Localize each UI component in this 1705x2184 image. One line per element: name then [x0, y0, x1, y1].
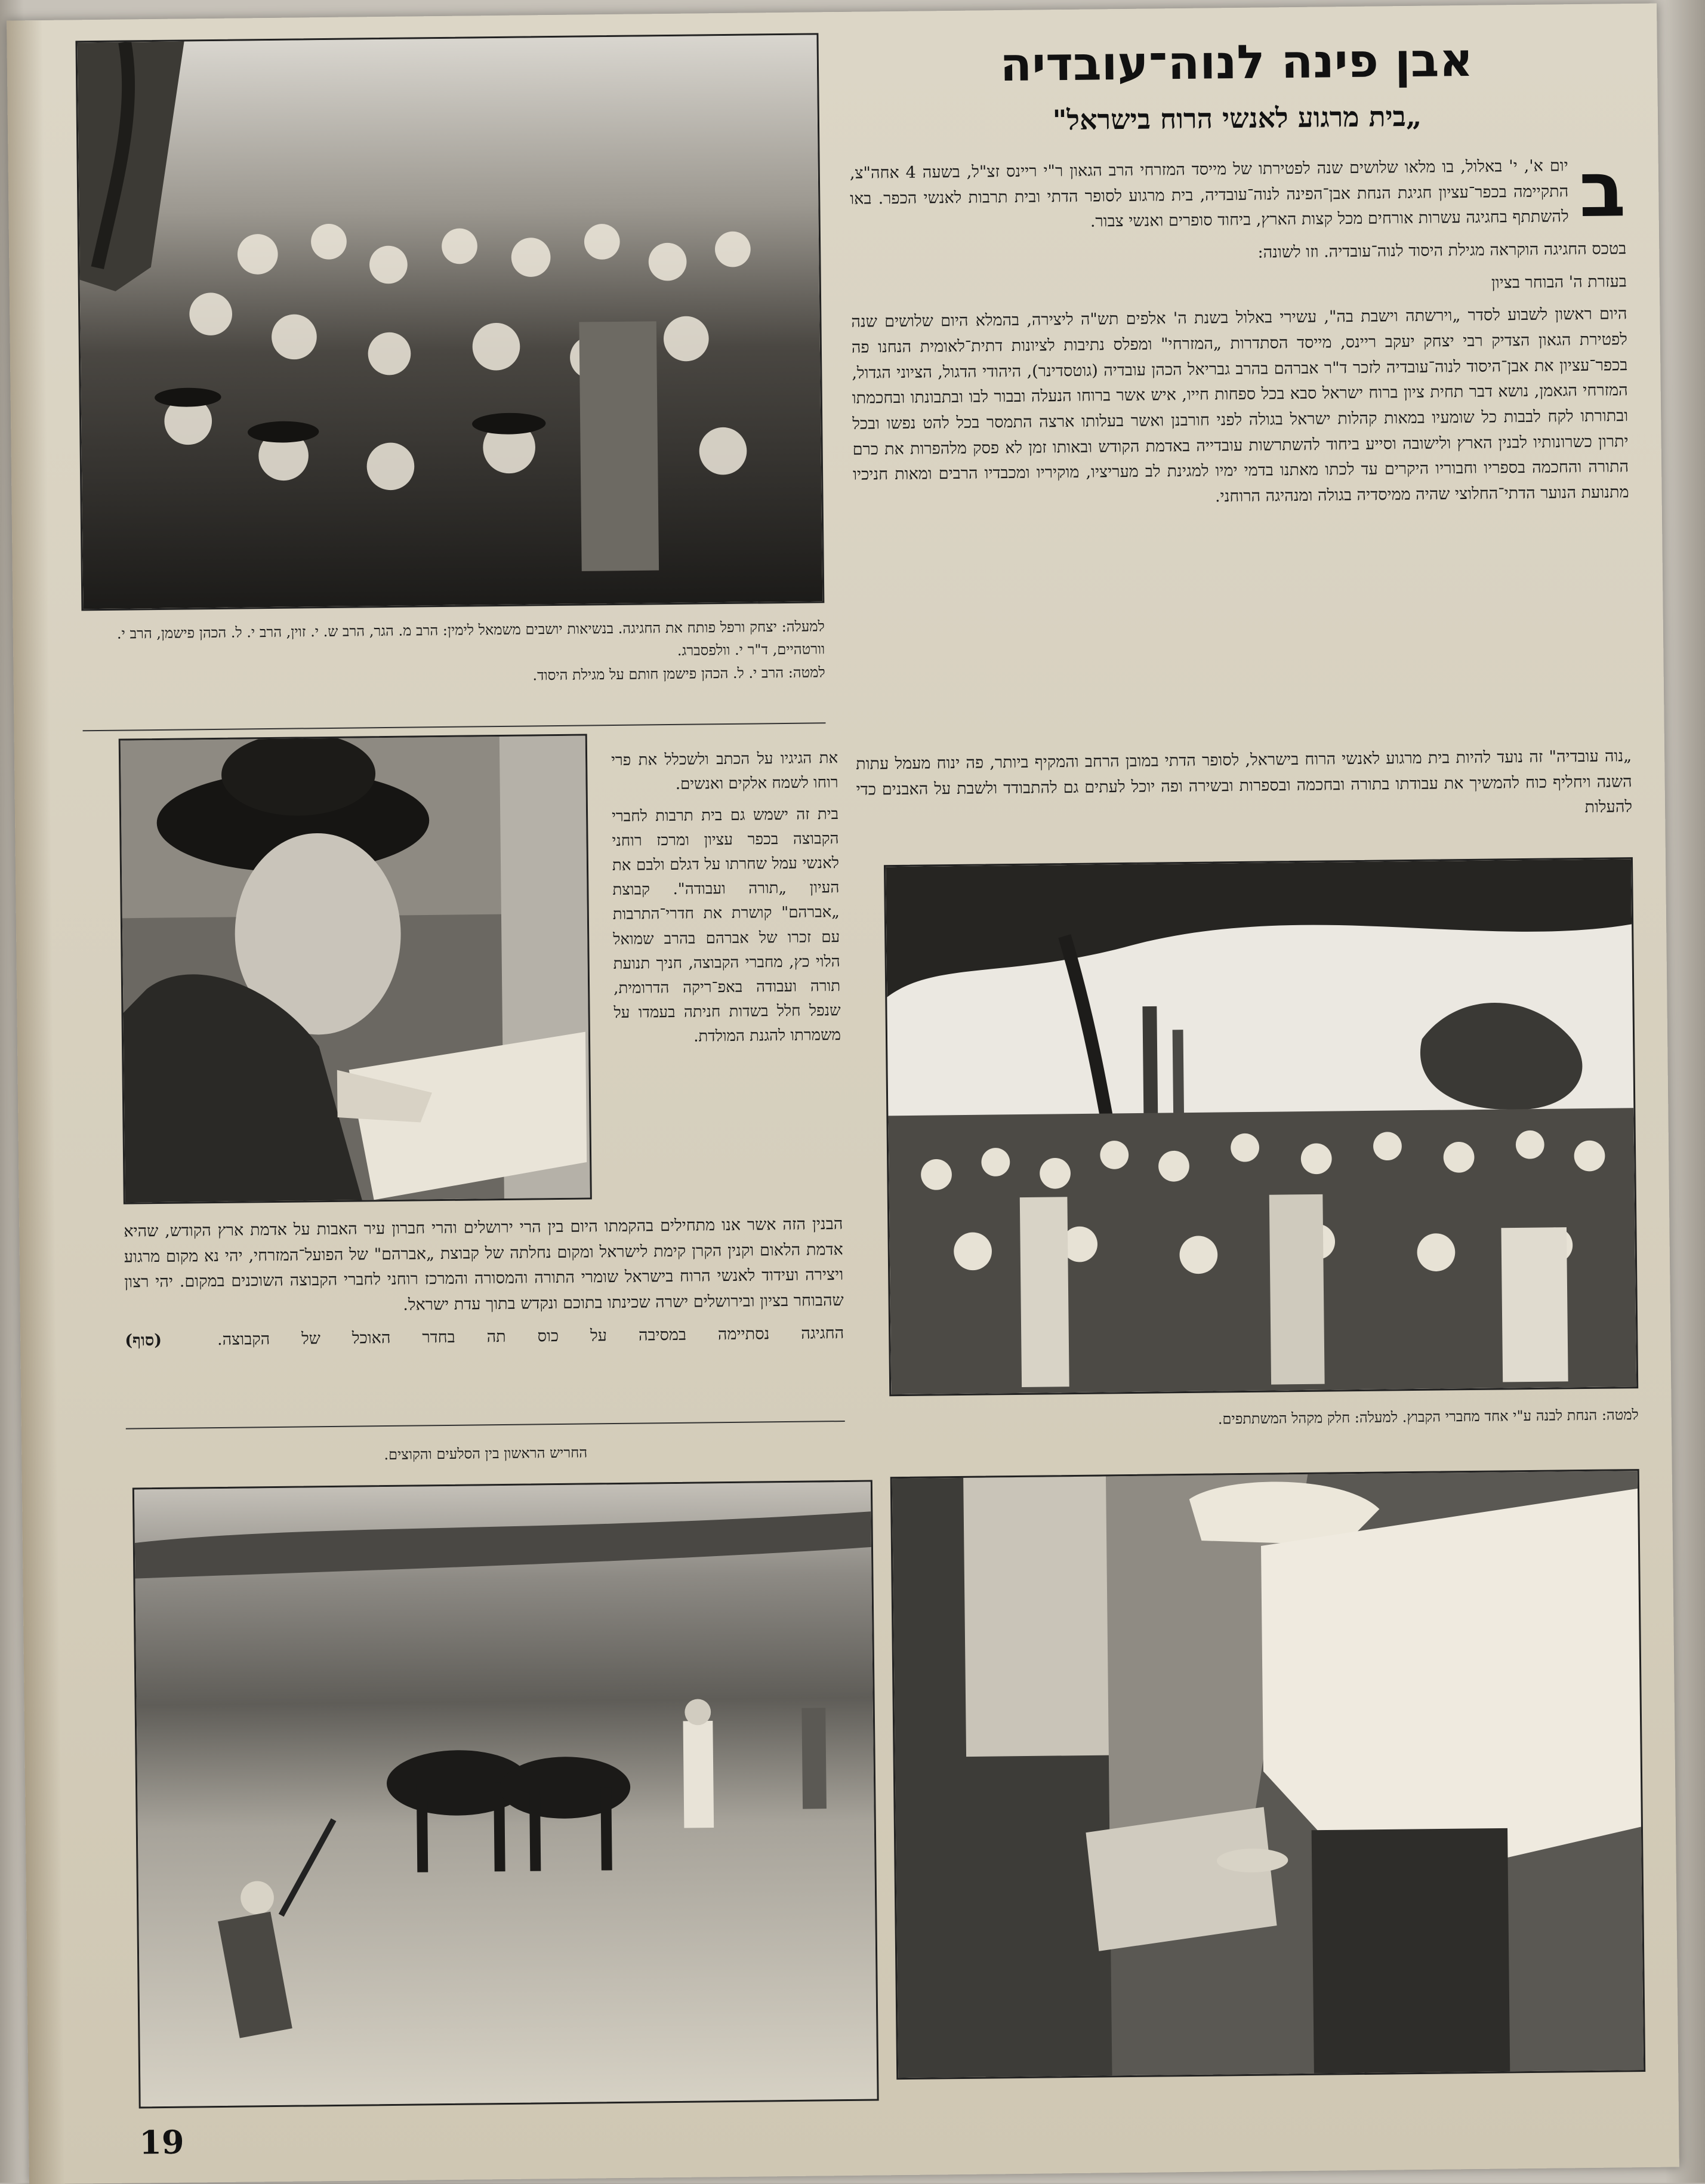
divider-rule	[83, 722, 826, 731]
intro-paragraph: יום א', י' באלול, בו מלאו שלושים שנה לפטירתו של מייסד המזרחי הרב הגאון ר"י ריינס זצ"ל, בשעה 4 אחה"צ, התקיימה בכפר־עציון חגיגת הנחת אבן־הפינה לנוה־עובדיה, בית מרגוע לסופר הדתי ובית תרבות לאנשי הכפר. באו להשתתף בחגיגה עשרות אורחים מכל קצות הארץ, ביחוד סופרים ואנשי צבור.	[849, 156, 1569, 231]
ceremony-dignitaries-photo	[75, 33, 824, 611]
article-paragraph-thoughts: את הגיגיו על הכתב ולשכלל את פרי רוחו לשמח אלקים ואנשים.	[611, 749, 838, 793]
crowd-outdoors-photo	[884, 857, 1638, 1396]
article-narrow-column	[611, 746, 841, 1057]
laying-brick-photo	[890, 1469, 1646, 2080]
scroll-text-paragraph: היום ראשון לשבוע לסדר „וירשתה וישבת בה", עשירי באלול בשנת ה' אלפים תש"ה ליצירה, בהמלא היום שלושים שנה לפטירת הגאון הצדיק רבי יצחק יעקב ריינס, מייסד הסתדרות „המזרחי" ומפלס נתיבות לציונות דתית־לאומית הנחנו פה בכפר־עציון את אבן־היסוד לנוה־עובדיה לזכר ד"ר אברהם בהרב גבריאל הכהן עובדיה (גוטסדינר), היהודי הדגול, הציוני הגדול, המזרחי הגאמן, נושא דבר תחית ציון ברוח ישראל סבא בכל ספחות חייו, איש אשר ברוחו הנעלה ובבור לבו ובתבונתו ובחכמתו ובתורתו לקח לבבות כל שומעיו במאות קהלות ישראל בגולה לפני חורבנן ואשר בעלותו ארצה התמסר בכל להט נפשו ובכל יתרון כשרונותיו לבנין הארץ ולישובה וסייע ביחוד להשתרשות עובדייה באדמת הקודש ובאותו זמן לא פסק מלהפרות את כרם התורה והחכמה בספריו וחבוריו היקרים עד לכתו מאתנו בדמי ימיו למגינת לב מעריציו, מוקיריו ומכבדיו הרבים ומאות חניכיו מתנועת הנוער הדתי־החלוצי שהיה ממיסדיה בגולה ומנהיגה הרוחני.	[851, 304, 1629, 506]
article-subtitle: „בית מרגוע לאנשי הרוח בישראל"	[1052, 100, 1422, 137]
magazine-page	[7, 4, 1679, 2184]
article-paragraph-building: הבנין הזה אשר אנו מתחילים בהקמתו היום בין הרי ירושלים והרי חברון עיר האבות על אדמת ארץ הקודש, שהיא אדמת הלאום וקנין הקרן קימת לישראל ומקום נחלתה של קבוצת „אברהם" של הפועל־המזרחי, יהי נא מקום מרגוע ויצירה ועידוד לאנשי הרוח בישראל שומרי התורה והמסורה והמרכז רוחני לחברי הקבוצה השוכנים במקום. יהי רצון שהבוחר בציון ובירושלים ישרה שכינתו בתוכם ונקדש בתוך עדת ישראל.	[124, 1215, 844, 1314]
photo-caption-top: למעלה: יצחק ורפל פותח את החגיגה. בנשיאות יושבים משמאל לימין: הרב מ. הגר, הרב ש. י. זוין, הרב י. ל. הכהן פישמן, הרב י. וורטהיים, ד"ר י. וולפסברג.	[116, 618, 825, 660]
page-number: 19	[138, 2123, 184, 2162]
signing-scroll-photo	[119, 734, 592, 1204]
article-paragraph-reception: החגיגה נסתיימה במסיבה על כוס תה בחדר האוכל של הקבוצה.	[217, 1323, 844, 1349]
plough-caption: החריש הראשון בין הסלעים והקוצים.	[384, 1444, 588, 1464]
article-closing-block	[124, 1212, 844, 1361]
end-marker: (סוף)	[125, 1330, 162, 1350]
crowd-caption: למטה: הנחת לבנה ע"י אחד מחברי הקבוץ. למעלה: חלק מקהל המשתתפים.	[1217, 1406, 1639, 1428]
drop-cap: ב	[1578, 145, 1626, 235]
article-title: אבן פינה לנוה־עובדיה	[1000, 33, 1473, 93]
article-intro-column	[849, 145, 1629, 520]
article-p5-block	[856, 744, 1632, 836]
divider-rule-lower	[126, 1421, 845, 1430]
ploughing-field-photo	[132, 1480, 879, 2109]
article-paragraph-culture-house: בית זה ישמש גם בית תרבות לחברי הקבוצה בכפר עציון ומרכז רוחני לאנשי עמל שחרתו על דגלם ולבם את העיון „תורה ועבודה". קבוצת „אברהם" קושרת את חדרי־התרבות עם זכרו של אברהם בהרב שמואל הלוי כץ, מחברי הקבוצה, חניך תנועת תורה ועבודה באפ־ריקה הדרומית, שנפל חלל בשדות חניתה בעמדו על משמרתו להגנת המולדת.	[611, 805, 841, 1046]
photo-caption-bottom: למטה: הרב י. ל. הכהן פישמן חותם על מגילת היסוד.	[532, 664, 825, 684]
scroll-intro-paragraph: בטכס החגיגה הוקראה מגילת היסוד לנוה־עובדיה. וזו לשונה:	[1257, 239, 1627, 262]
scroll-opening-line: בעזרת ה' הבוחר בציון	[1491, 272, 1627, 292]
article-paragraph-purpose: „נוה עובדיה" זה נועד להיות בית מרגוע לאנשי הרוח בישראל, לסופר הדתי במובן הרחב והמקיף ביותר, פה ינוח מעמל עתות השנה ויחליף כוח להמשיך את עבודתו בתורה ובחכמה ובספרות ובשירה ופה יוכל לעתים גם להתבודד ולשבת על האבנים כדי להעלות	[856, 747, 1633, 817]
